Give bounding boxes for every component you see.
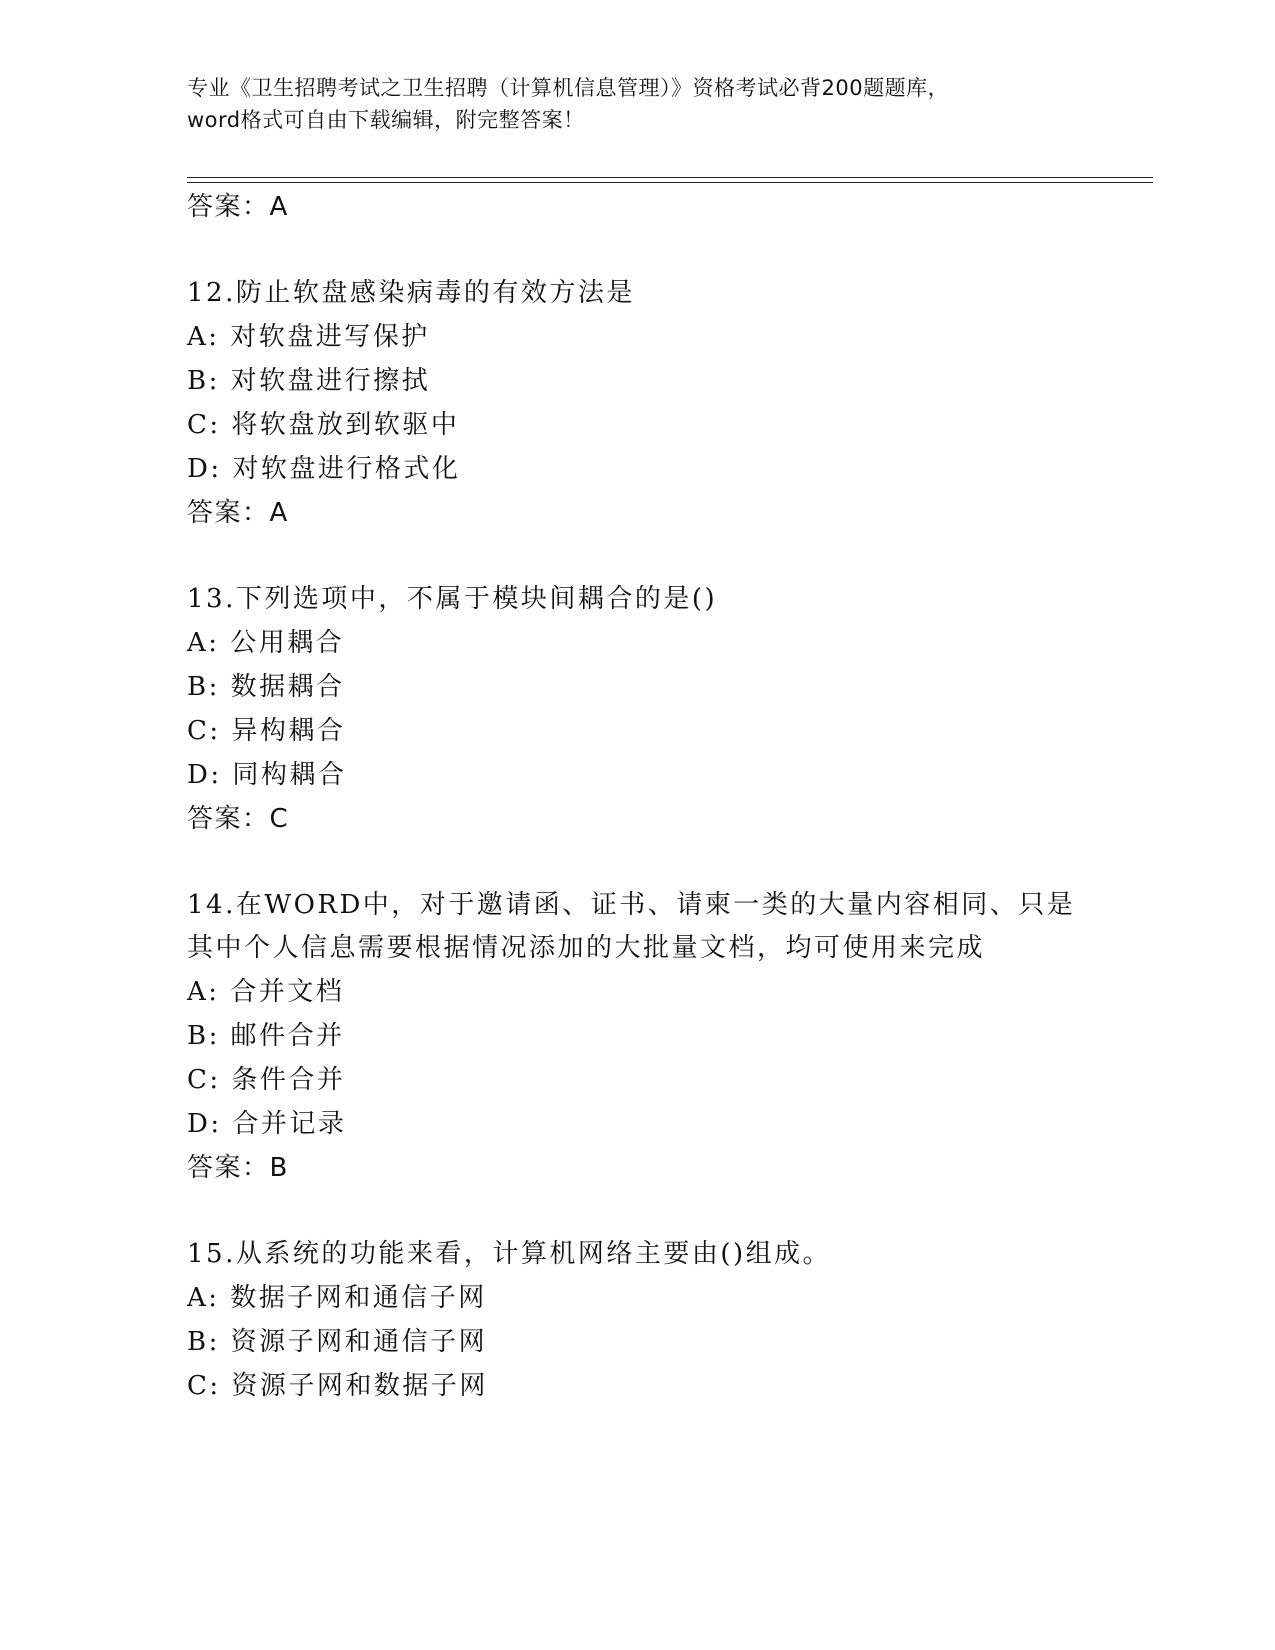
q12-option-d: D: 对软盘进行格式化	[187, 454, 461, 484]
q13-answer: 答案：C	[187, 804, 290, 834]
q13-option-d: D: 同构耦合	[187, 760, 347, 790]
question-12: 12.防止软盘感染病毒的有效方法是	[187, 278, 635, 308]
q12-option-c: C: 将软盘放到软驱中	[187, 410, 460, 440]
q12-option-b: B: 对软盘进行擦拭	[187, 366, 431, 396]
previous-answer: 答案：A	[187, 192, 289, 222]
header-divider-top	[187, 177, 1153, 178]
q13-option-c: C: 异构耦合	[187, 716, 346, 746]
q13-option-a: A: 公用耦合	[187, 628, 345, 658]
question-13: 13.下列选项中，不属于模块间耦合的是()	[187, 584, 718, 614]
header-divider-bottom	[187, 182, 1153, 183]
q14-option-a: A: 合并文档	[187, 977, 345, 1007]
q14-option-c: C: 条件合并	[187, 1065, 346, 1095]
q15-option-b: B: 资源子网和通信子网	[187, 1327, 488, 1357]
question-14-line-1: 14.在WORD中，对于邀请函、证书、请柬一类的大量内容相同、只是	[187, 890, 1076, 920]
header-title-line-1: 专业《卫生招聘考试之卫生招聘（计算机信息管理）》资格考试必背200题题库，	[187, 76, 950, 100]
q15-option-c: C: 资源子网和数据子网	[187, 1371, 488, 1401]
q12-answer: 答案：A	[187, 498, 289, 528]
document-header	[187, 72, 1087, 136]
header-title-line-2: word格式可自由下载编辑，附完整答案！	[187, 108, 585, 132]
q14-answer: 答案：B	[187, 1153, 289, 1183]
q13-option-b: B: 数据耦合	[187, 672, 345, 702]
q14-option-b: B: 邮件合并	[187, 1021, 345, 1051]
q14-option-d: D: 合并记录	[187, 1109, 347, 1139]
q15-option-a: A: 数据子网和通信子网	[187, 1283, 487, 1313]
q12-option-a: A: 对软盘进写保护	[187, 322, 430, 352]
question-14-line-2: 其中个人信息需要根据情况添加的大批量文档，均可使用来完成	[187, 933, 986, 963]
question-15: 15.从系统的功能来看，计算机网络主要由()组成。	[187, 1239, 832, 1269]
